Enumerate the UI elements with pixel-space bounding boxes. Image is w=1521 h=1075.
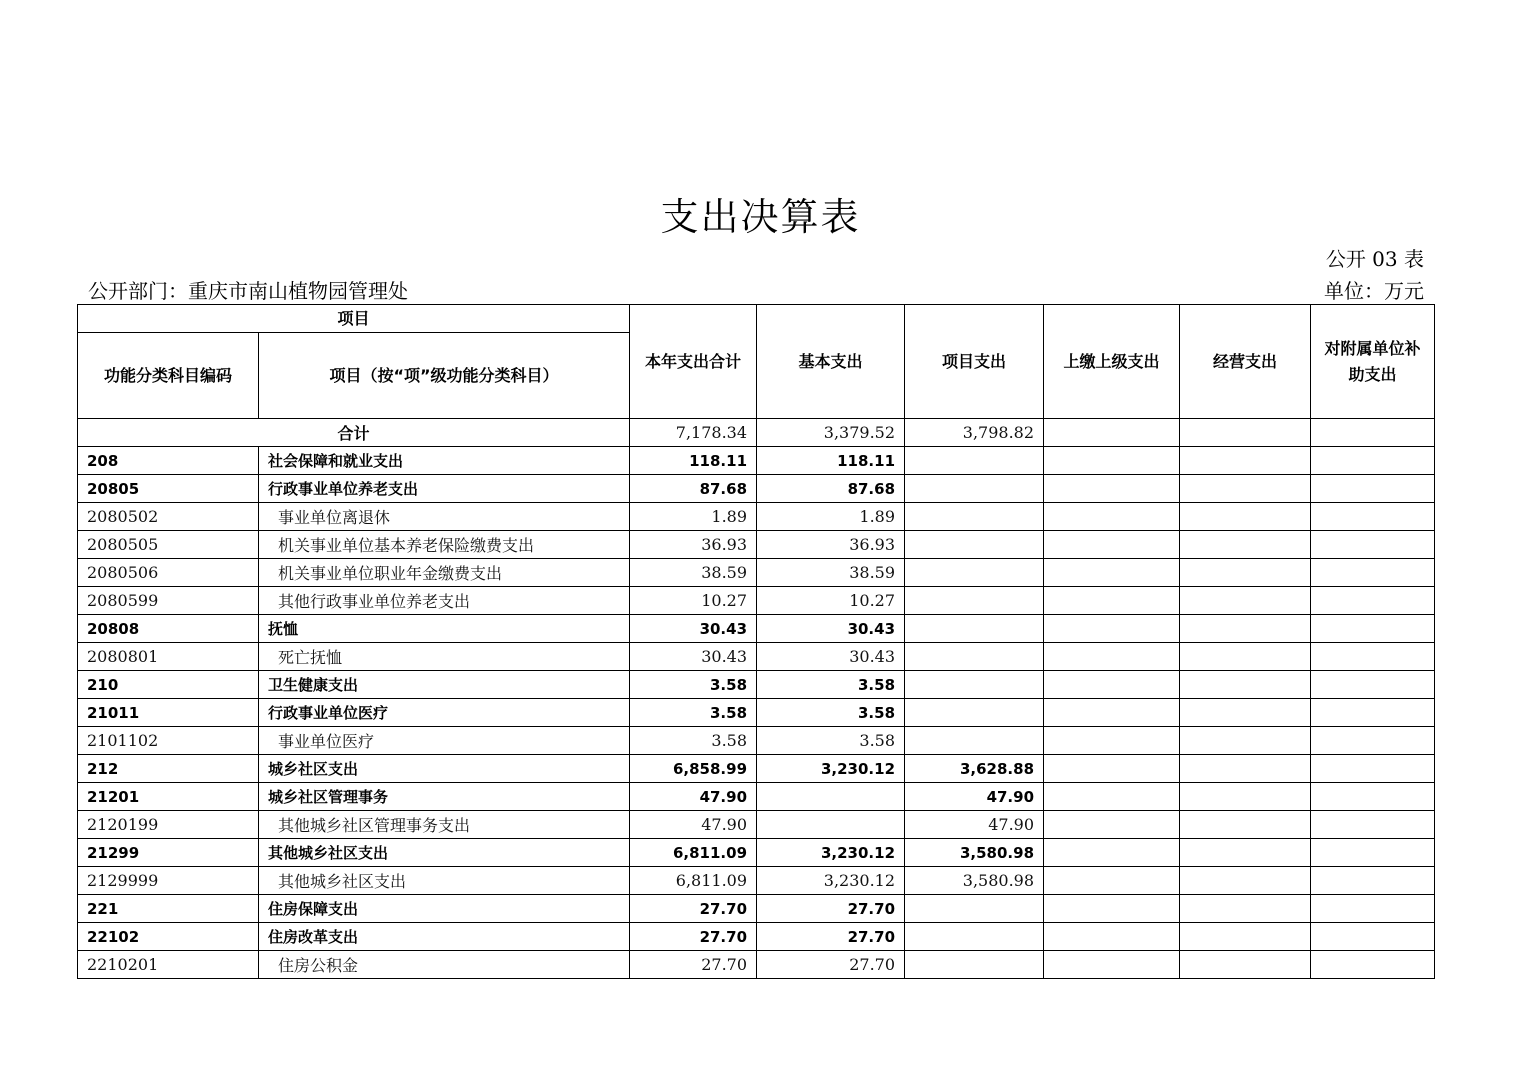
row-project	[905, 923, 1044, 951]
row-business	[1180, 643, 1311, 671]
row-upper	[1044, 867, 1180, 895]
row-basic: 87.68	[757, 475, 905, 503]
row-subsidy	[1311, 531, 1435, 559]
total-project: 3,798.82	[905, 419, 1044, 447]
row-code: 208	[78, 447, 259, 475]
row-total: 6,811.09	[630, 867, 757, 895]
row-project: 47.90	[905, 783, 1044, 811]
row-code: 2129999	[78, 867, 259, 895]
table-row	[78, 699, 1435, 727]
row-basic: 38.59	[757, 559, 905, 587]
row-project	[905, 727, 1044, 755]
row-name: 城乡社区管理事务	[259, 783, 630, 811]
row-business	[1180, 559, 1311, 587]
page-title: 支出决算表	[660, 195, 861, 239]
row-basic: 10.27	[757, 587, 905, 615]
row-upper	[1044, 475, 1180, 503]
row-code: 2080502	[78, 503, 259, 531]
row-name: 卫生健康支出	[259, 671, 630, 699]
row-total: 87.68	[630, 475, 757, 503]
row-upper	[1044, 447, 1180, 475]
row-basic	[757, 783, 905, 811]
row-subsidy	[1311, 755, 1435, 783]
row-total: 27.70	[630, 951, 757, 979]
row-name: 其他城乡社区支出	[259, 867, 630, 895]
row-upper	[1044, 699, 1180, 727]
table-row	[78, 923, 1435, 951]
table-row	[78, 839, 1435, 867]
row-code: 22102	[78, 923, 259, 951]
row-upper	[1044, 783, 1180, 811]
row-upper	[1044, 951, 1180, 979]
row-basic: 3,230.12	[757, 867, 905, 895]
row-total: 27.70	[630, 923, 757, 951]
header-total	[630, 305, 757, 419]
header-name: 项目（按“项”级功能分类科目）	[259, 333, 630, 419]
unit-label: 单位：万元	[1324, 279, 1424, 303]
row-total: 1.89	[630, 503, 757, 531]
form-number: 公开 03 表	[1325, 247, 1424, 271]
row-business	[1180, 587, 1311, 615]
row-total: 27.70	[630, 895, 757, 923]
table-row	[78, 643, 1435, 671]
row-code: 2080801	[78, 643, 259, 671]
row-project: 47.90	[905, 811, 1044, 839]
row-basic: 3,230.12	[757, 755, 905, 783]
row-business	[1180, 503, 1311, 531]
total-subsidy	[1311, 419, 1435, 447]
table-row	[78, 531, 1435, 559]
row-subsidy	[1311, 867, 1435, 895]
row-name: 住房公积金	[259, 951, 630, 979]
row-subsidy	[1311, 727, 1435, 755]
row-name: 行政事业单位医疗	[259, 699, 630, 727]
table-row	[78, 755, 1435, 783]
row-business	[1180, 755, 1311, 783]
row-total: 10.27	[630, 587, 757, 615]
header-code: 功能分类科目编码	[78, 333, 259, 419]
row-basic	[757, 811, 905, 839]
row-basic: 118.11	[757, 447, 905, 475]
row-total: 47.90	[630, 811, 757, 839]
row-business	[1180, 951, 1311, 979]
row-project: 3,580.98	[905, 867, 1044, 895]
row-name: 死亡抚恤	[259, 643, 630, 671]
row-business	[1180, 671, 1311, 699]
row-subsidy	[1311, 559, 1435, 587]
row-name: 事业单位离退休	[259, 503, 630, 531]
table-row	[78, 447, 1435, 475]
total-row	[78, 419, 1435, 447]
row-name: 社会保障和就业支出	[259, 447, 630, 475]
row-code: 2120199	[78, 811, 259, 839]
department-label: 公开部门：重庆市南山植物园管理处	[88, 279, 408, 303]
row-total: 6,858.99	[630, 755, 757, 783]
row-subsidy	[1311, 895, 1435, 923]
row-name: 住房保障支出	[259, 895, 630, 923]
row-project	[905, 951, 1044, 979]
row-project	[905, 587, 1044, 615]
row-upper	[1044, 811, 1180, 839]
row-business	[1180, 867, 1311, 895]
row-business	[1180, 783, 1311, 811]
row-total: 3.58	[630, 671, 757, 699]
row-business	[1180, 447, 1311, 475]
row-project: 3,580.98	[905, 839, 1044, 867]
table-row	[78, 615, 1435, 643]
row-code: 2210201	[78, 951, 259, 979]
row-code: 210	[78, 671, 259, 699]
row-upper	[1044, 615, 1180, 643]
row-business	[1180, 895, 1311, 923]
row-business	[1180, 811, 1311, 839]
row-subsidy	[1311, 475, 1435, 503]
header-total-text: 本年支出合计	[645, 351, 742, 371]
row-total: 38.59	[630, 559, 757, 587]
row-total: 30.43	[630, 643, 757, 671]
table-row	[78, 727, 1435, 755]
row-subsidy	[1311, 699, 1435, 727]
row-subsidy	[1311, 503, 1435, 531]
row-upper	[1044, 755, 1180, 783]
header-business: 经营支出	[1180, 305, 1311, 419]
row-upper	[1044, 727, 1180, 755]
total-business	[1180, 419, 1311, 447]
row-basic: 3.58	[757, 671, 905, 699]
row-total: 3.58	[630, 699, 757, 727]
header-upper: 上缴上级支出	[1044, 305, 1180, 419]
row-business	[1180, 615, 1311, 643]
row-basic: 27.70	[757, 923, 905, 951]
row-code: 2080599	[78, 587, 259, 615]
row-basic: 27.70	[757, 895, 905, 923]
row-project	[905, 895, 1044, 923]
total-upper	[1044, 419, 1180, 447]
row-code: 20805	[78, 475, 259, 503]
row-name: 住房改革支出	[259, 923, 630, 951]
header-project: 项目支出	[905, 305, 1044, 419]
header-subsidy-text: 对附属单位补助支出	[1324, 338, 1421, 384]
row-subsidy	[1311, 447, 1435, 475]
row-name: 机关事业单位职业年金缴费支出	[259, 559, 630, 587]
header-item-group: 项目	[78, 305, 630, 333]
row-subsidy	[1311, 643, 1435, 671]
row-code: 21201	[78, 783, 259, 811]
row-total: 30.43	[630, 615, 757, 643]
row-basic: 3.58	[757, 727, 905, 755]
row-name: 事业单位医疗	[259, 727, 630, 755]
row-code: 2080506	[78, 559, 259, 587]
row-subsidy	[1311, 923, 1435, 951]
table-row	[78, 867, 1435, 895]
table-row	[78, 783, 1435, 811]
row-basic: 30.43	[757, 643, 905, 671]
table-row	[78, 559, 1435, 587]
row-name: 城乡社区支出	[259, 755, 630, 783]
row-project	[905, 699, 1044, 727]
total-basic: 3,379.52	[757, 419, 905, 447]
row-total: 118.11	[630, 447, 757, 475]
header-subsidy	[1311, 305, 1435, 419]
row-project	[905, 531, 1044, 559]
row-upper	[1044, 587, 1180, 615]
row-project	[905, 643, 1044, 671]
total-label: 合计	[78, 419, 630, 447]
table-row	[78, 671, 1435, 699]
row-subsidy	[1311, 783, 1435, 811]
row-code: 2080505	[78, 531, 259, 559]
row-project	[905, 671, 1044, 699]
row-name: 抚恤	[259, 615, 630, 643]
row-upper	[1044, 643, 1180, 671]
table-row	[78, 475, 1435, 503]
row-name: 行政事业单位养老支出	[259, 475, 630, 503]
row-basic: 27.70	[757, 951, 905, 979]
row-project: 3,628.88	[905, 755, 1044, 783]
row-subsidy	[1311, 615, 1435, 643]
row-subsidy	[1311, 951, 1435, 979]
row-business	[1180, 699, 1311, 727]
row-business	[1180, 727, 1311, 755]
row-total: 3.58	[630, 727, 757, 755]
row-project	[905, 475, 1044, 503]
row-business	[1180, 839, 1311, 867]
row-basic: 30.43	[757, 615, 905, 643]
table-row	[78, 587, 1435, 615]
row-project	[905, 503, 1044, 531]
row-code: 221	[78, 895, 259, 923]
row-code: 21299	[78, 839, 259, 867]
row-business	[1180, 923, 1311, 951]
row-upper	[1044, 895, 1180, 923]
row-subsidy	[1311, 811, 1435, 839]
row-code: 212	[78, 755, 259, 783]
table-row	[78, 811, 1435, 839]
row-upper	[1044, 531, 1180, 559]
row-name: 其他城乡社区管理事务支出	[259, 811, 630, 839]
expenditure-table	[77, 304, 1435, 979]
header-basic: 基本支出	[757, 305, 905, 419]
table-row	[78, 503, 1435, 531]
row-code: 21011	[78, 699, 259, 727]
row-business	[1180, 475, 1311, 503]
row-upper	[1044, 503, 1180, 531]
row-project	[905, 615, 1044, 643]
row-subsidy	[1311, 587, 1435, 615]
row-name: 其他城乡社区支出	[259, 839, 630, 867]
row-business	[1180, 531, 1311, 559]
row-project	[905, 447, 1044, 475]
row-code: 2101102	[78, 727, 259, 755]
row-total: 36.93	[630, 531, 757, 559]
row-basic: 3.58	[757, 699, 905, 727]
row-total: 47.90	[630, 783, 757, 811]
row-name: 其他行政事业单位养老支出	[259, 587, 630, 615]
row-upper	[1044, 923, 1180, 951]
row-name: 机关事业单位基本养老保险缴费支出	[259, 531, 630, 559]
row-code: 20808	[78, 615, 259, 643]
row-subsidy	[1311, 671, 1435, 699]
row-upper	[1044, 559, 1180, 587]
row-subsidy	[1311, 839, 1435, 867]
row-upper	[1044, 671, 1180, 699]
total-total: 7,178.34	[630, 419, 757, 447]
table-row	[78, 895, 1435, 923]
row-basic: 1.89	[757, 503, 905, 531]
row-basic: 36.93	[757, 531, 905, 559]
row-project	[905, 559, 1044, 587]
table-row	[78, 951, 1435, 979]
row-basic: 3,230.12	[757, 839, 905, 867]
row-upper	[1044, 839, 1180, 867]
row-total: 6,811.09	[630, 839, 757, 867]
